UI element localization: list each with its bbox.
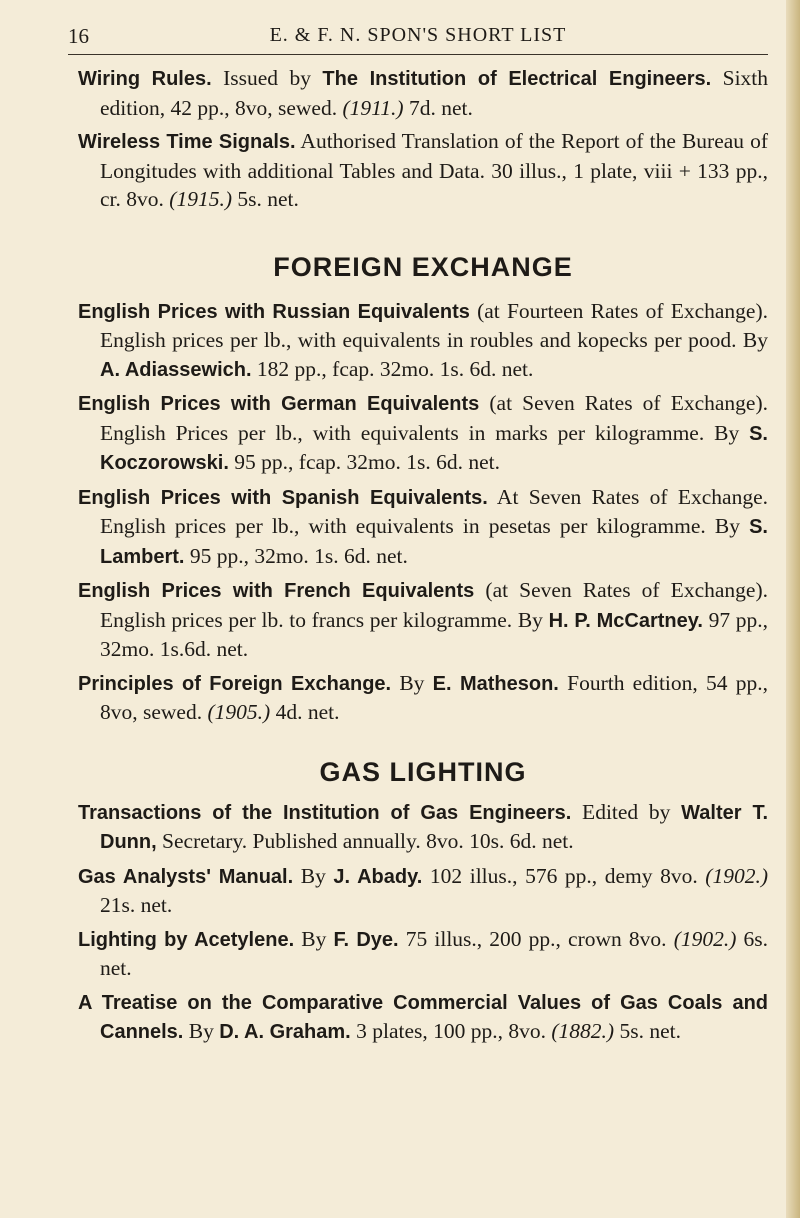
entry-title: Lighting by Acetylene. (78, 928, 295, 951)
catalog-entry (78, 483, 768, 572)
entry-details: 95 pp., fcap. 32mo. (228, 450, 407, 474)
entry-author: J. Abady. (333, 865, 423, 888)
entry-author: F. Dye. (333, 928, 399, 951)
entry-price: 7d. net. (403, 95, 473, 120)
entry-title: Transactions of the Institution of Gas Engineers. (78, 801, 572, 824)
catalog-entry (78, 64, 768, 122)
entry-body: By (293, 863, 334, 888)
entry-author: D. A. Graham. (219, 1021, 351, 1043)
entry-details: Fourth edition, 54 pp., 8vo, sewed. (100, 670, 768, 724)
entry-year: (1882.) (551, 1019, 615, 1043)
entry-details: 95 pp., 32mo. (184, 543, 315, 568)
entry-price: 10s. 6d. net. (469, 829, 574, 853)
catalog-entry (78, 127, 768, 214)
catalog-entry (78, 669, 768, 727)
entry-price: 4d. net. (270, 700, 340, 724)
entry-price: 1s. 6d. net. (406, 450, 501, 474)
entry-body: By (183, 1019, 220, 1043)
entry-author: S. Lambert. (100, 516, 768, 568)
running-title: E. & F. N. SPON'S SHORT LIST (269, 24, 567, 46)
entry-price: 1s. 6d. net. (439, 356, 534, 381)
entry-author: A. Adiassewich. (100, 358, 252, 381)
entry-body: At Seven Rates of Exchange. English prices per lb., with equivalents in pesetas per kilogramme. By (100, 484, 768, 538)
catalog-entry (78, 925, 768, 983)
entry-year: (1902.) (673, 926, 737, 951)
entry-body: By (294, 926, 334, 951)
entry-title: English Prices with French Equivalents (78, 580, 475, 602)
entry-price: 5s. net. (614, 1019, 681, 1043)
entry-author: The Institution of Electrical Engineers. (322, 68, 712, 90)
catalog-entry (78, 862, 768, 920)
page-edge (786, 0, 800, 1218)
entry-body: (at Seven Rates of Exchange). English Prices per lb., with equivalents in marks per kilogramme. By (100, 391, 768, 445)
entry-price: 6s. net. (100, 926, 769, 980)
entry-author: H. P. McCartney. (548, 609, 703, 632)
entry-title: Wireless Time Signals. (78, 131, 296, 153)
entry-body: (at Seven Rates of Exchange). English prices per lb. to francs per kilogramme. By (100, 578, 768, 632)
entry-details: Sixth edition, 42 pp., 8vo, sewed. (100, 66, 769, 120)
entry-details: 75 illus., 200 pp., crown 8vo. (398, 926, 674, 951)
entry-title: English Prices with German Equivalents (78, 393, 480, 415)
entry-body: Authorised Translation of the Report of the Bureau of Longitudes with additional Tables and Data. 30 illus., 1 plate, viii + 133 pp., cr. 8vo. (100, 129, 768, 211)
entry-year: (1915.) (169, 187, 232, 211)
entry-body: Edited by (571, 799, 682, 824)
section-heading-gas-lighting: GAS LIGHTING (319, 756, 527, 787)
entry-author: Walter T. Dunn, (100, 801, 769, 853)
entry-body: Issued by (211, 66, 323, 90)
entry-details: 97 pp., 32mo. (100, 607, 769, 661)
entry-details: 182 pp., fcap. 32mo. (251, 356, 440, 381)
entry-title: Principles of Foreign Exchange. (78, 672, 392, 695)
running-header (68, 24, 768, 55)
entry-year: (1911.) (342, 95, 404, 120)
entry-author: S. Koczorowski. (100, 422, 768, 474)
catalog-entry (78, 389, 768, 478)
page-number: 16 (68, 24, 89, 48)
catalog-entry (78, 297, 768, 385)
entry-title: A Treatise on the Comparative Commercial Values of Gas Coals and Cannels. (78, 991, 768, 1043)
entry-title: Wiring Rules. (78, 68, 212, 90)
entry-price: 1s.6d. net. (159, 637, 249, 661)
entry-price: 1s. 6d. net. (314, 543, 408, 568)
catalog-entry (78, 798, 768, 857)
entry-year: (1905.) (207, 700, 271, 724)
catalog-entry (78, 576, 768, 664)
entry-title: Gas Analysts' Manual. (78, 865, 294, 888)
entry-title: English Prices with Spanish Equivalents. (78, 486, 488, 509)
entry-details: 102 illus., 576 pp., demy 8vo. (422, 863, 706, 888)
entry-author: E. Matheson. (432, 672, 559, 695)
entry-title: English Prices with Russian Equivalents (78, 300, 470, 323)
entry-body: By (391, 670, 433, 695)
entry-details: Secretary. Published annually. 8vo. (156, 829, 470, 853)
entry-price: 5s. net. (231, 187, 299, 211)
page-content (78, 64, 768, 1052)
catalog-entry (78, 988, 768, 1047)
section-heading-foreign-exchange: FOREIGN EXCHANGE (273, 251, 573, 282)
entry-price: 21s. net. (100, 893, 173, 917)
entry-year: (1902.) (705, 863, 768, 888)
entry-body: (at Fourteen Rates of Exchange). English prices per lb., with equivalents in roubles and kopecks per pood. By (100, 298, 768, 352)
entry-details: 3 plates, 100 pp., 8vo. (350, 1019, 552, 1043)
